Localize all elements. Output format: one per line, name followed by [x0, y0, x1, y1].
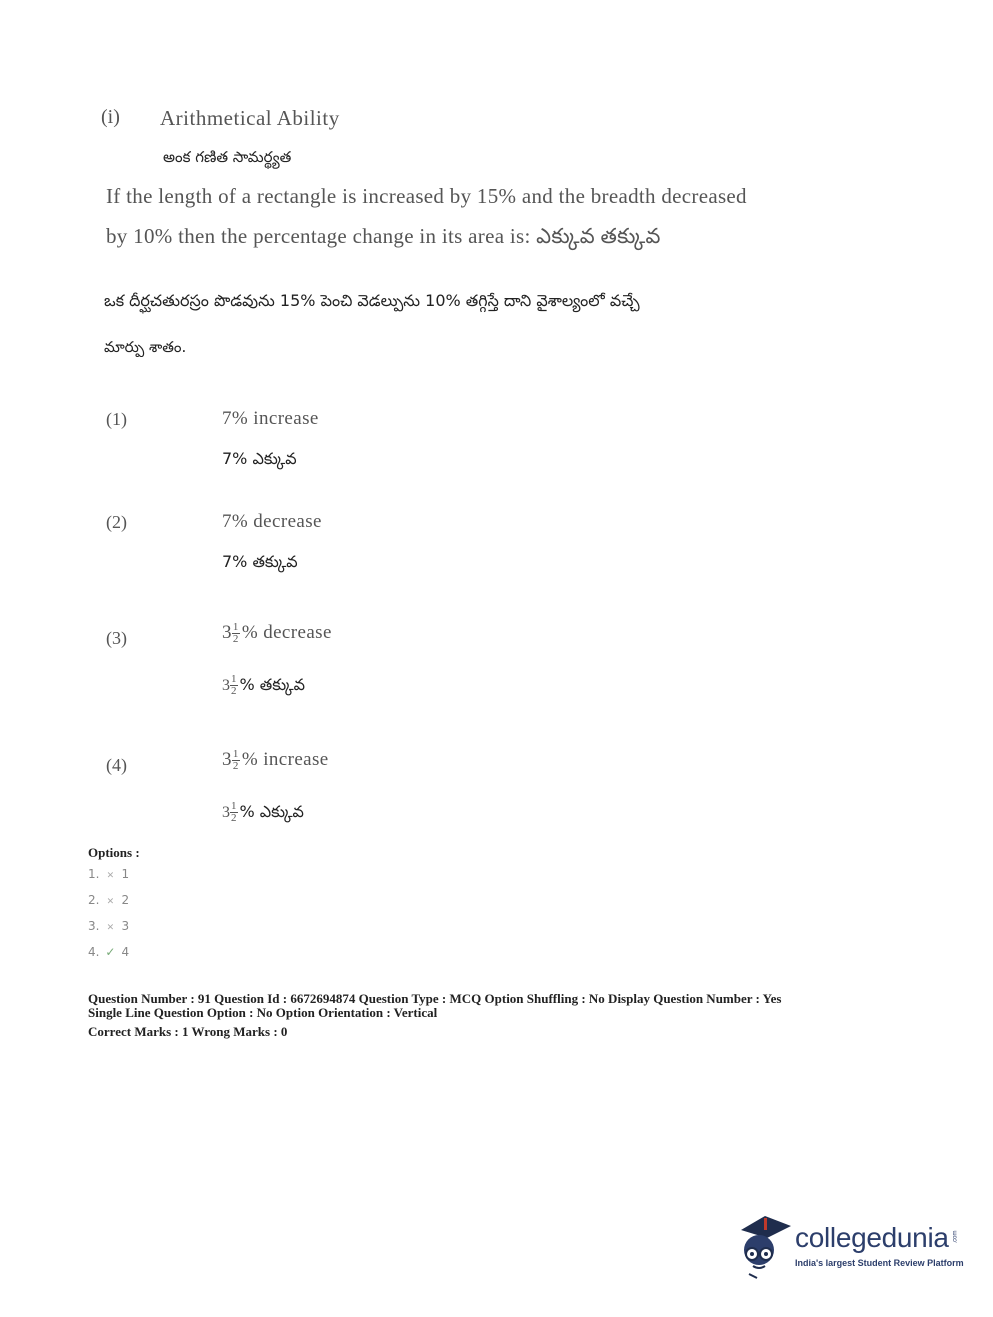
mascot-icon: [735, 1208, 795, 1282]
choice-4-telugu: 3 $\frac{1}{2}$ % ఎక్కువ: [222, 800, 304, 824]
choice-3-fraction: $\frac{1}{2}$: [232, 621, 239, 646]
choice-3-whole: 3: [222, 622, 232, 643]
choice-2-text: 7% decrease: [222, 511, 322, 532]
option-row-1: 1. ✕ 1: [88, 867, 130, 881]
question-telugu-line-2: మార్పు శాతం.: [104, 338, 187, 356]
option-row-4: 4. ✓ 4: [88, 945, 130, 959]
section-title: Arithmetical Ability: [160, 106, 340, 130]
logo-tagline: India's largest Student Review Platform: [795, 1258, 964, 1268]
logo-com: .com: [952, 1230, 959, 1244]
cross-icon: ✕: [106, 871, 115, 881]
section-title-telugu: అంక గణిత సామర్థ్యత: [163, 148, 292, 166]
question-meta-line-3: Correct Marks : 1 Wrong Marks : 0: [88, 1024, 288, 1039]
choice-1-number: (1): [106, 409, 127, 429]
question-meta-line-2: Single Line Question Option : No Option Orientation : Vertical: [88, 1005, 438, 1020]
choice-1-text: 7% increase: [222, 408, 319, 429]
choice-3-telugu: 3 $\frac{1}{2}$ % తక్కువ: [222, 673, 305, 697]
choice-4-number: (4): [106, 755, 127, 775]
logo-wordmark: collegedunia: [795, 1222, 949, 1253]
question-meta-line-1: Question Number : 91 Question Id : 6672694874 Question Type : MCQ Option Shuffling : No Display Question Number : Yes: [88, 991, 782, 1006]
choice-2-telugu: 7% తక్కువ: [222, 552, 298, 571]
choice-4-whole: 3: [222, 749, 232, 770]
choice-4-text: 3 $\frac{1}{2}$ % increase: [222, 748, 329, 773]
cross-icon: ✕: [106, 923, 115, 933]
choice-4-fraction: $\frac{1}{2}$: [232, 748, 239, 773]
choice-3-number: (3): [106, 628, 127, 648]
question-line-2: by 10% then the percentage change in its area is: ఎక్కువ తక్కువ: [106, 224, 661, 248]
question-line-1: If the length of a rectangle is increased by 15% and the breadth decreased: [106, 184, 747, 208]
collegedunia-logo: [735, 1208, 965, 1282]
section-number: (i): [101, 106, 120, 128]
choice-2-number: (2): [106, 512, 127, 532]
option-row-3: 3. ✕ 3: [88, 919, 130, 933]
choice-1-telugu: 7% ఎక్కువ: [222, 449, 297, 468]
choice-3-text: 3 $\frac{1}{2}$ % decrease: [222, 621, 332, 646]
options-heading: Options :: [88, 845, 140, 860]
question-telugu-line-1: ఒక దీర్ఘచతురస్రం పొడవును 15% పెంచి వెడల్పును 10% తగ్గిస్తే దాని వైశాల్యంలో వచ్చే: [104, 291, 640, 310]
check-icon: ✓: [105, 945, 116, 959]
cross-icon: ✕: [106, 897, 115, 907]
option-row-2: 2. ✕ 2: [88, 893, 130, 907]
